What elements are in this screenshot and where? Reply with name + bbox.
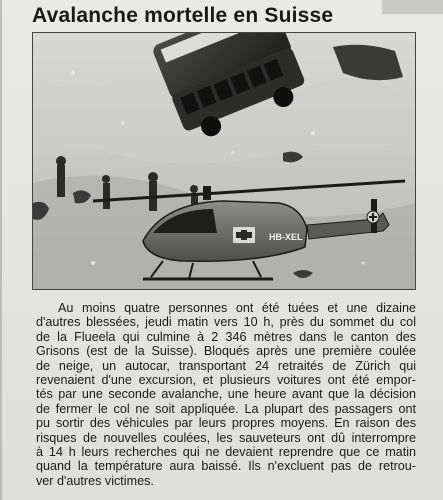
helicopter-registration-text: HB-XEL <box>269 232 303 242</box>
article-line: ver d'autres victimes. <box>36 473 154 488</box>
article-line: pu sortir des véhicules par leurs propres moyens. En raison des <box>36 416 416 431</box>
news-photo <box>32 32 416 290</box>
article-line: tés par une seconde avalanche, une heure avant que la décision <box>36 387 416 402</box>
article-body <box>36 301 416 488</box>
article-line: Grisons (est de la Suisse). Bloqués après une première coulée <box>36 344 416 359</box>
page-edge-scrap <box>382 0 443 14</box>
article-line: revenaient d'une excursion, et plusieurs voitures ont été empor- <box>36 372 416 387</box>
article-line: quand la température aura baissé. Ils n'excluent pas de retrou- <box>36 459 416 474</box>
article-line: de la Flueela qui culmine à 2 346 mètres dans le canton des <box>36 329 416 344</box>
avalanche-scene-illustration <box>33 33 416 290</box>
article-line: à 14 h leurs recherches qui ne devaient reprendre que ce matin <box>36 444 416 459</box>
article-line: d'autres blessées, jeudi matin vers 10 h, près du sommet du col <box>36 315 416 330</box>
article-line: de neige, un autocar, transportant 24 retraités de Zürich qui <box>36 358 416 373</box>
article-line: risques de nouvelles coulées, les sauveteurs ont dû interrompre <box>36 430 416 445</box>
headline: Avalanche mortelle en Suisse <box>32 4 334 27</box>
article-line: de fermer le col ne soit appliquée. La plupart des passagers ont <box>36 401 416 416</box>
article-line: Au moins quatre personnes ont été tuées et une dizaine <box>58 301 416 315</box>
